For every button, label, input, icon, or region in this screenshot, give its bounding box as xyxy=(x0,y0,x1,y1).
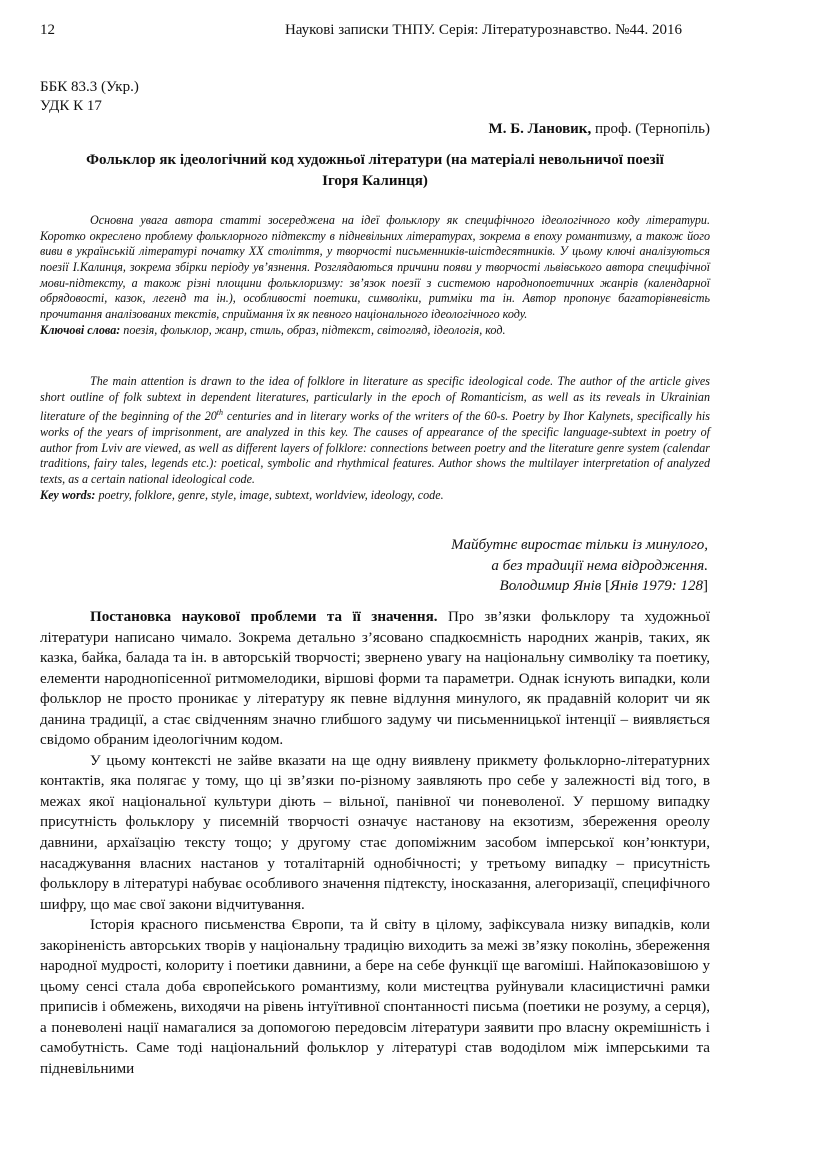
author-name: М. Б. Лановик, xyxy=(488,121,592,137)
epigraph xyxy=(451,535,708,597)
keywords-en-label: Key words: xyxy=(40,487,96,502)
epigraph-attribution xyxy=(451,576,708,597)
article-body xyxy=(40,607,710,1080)
keywords-uk-label: Ключові слова: xyxy=(40,322,121,337)
abstract-english xyxy=(40,374,710,503)
running-header xyxy=(40,19,710,41)
reference-bracket-close: ] xyxy=(703,578,708,594)
reference-bracket-open: [ xyxy=(605,578,611,594)
abstract-en-text xyxy=(40,374,710,488)
page-number: 12 xyxy=(40,22,55,38)
bbk-code: ББК 83.3 (Укр.) xyxy=(40,79,139,95)
abstract-en-text-part2: centuries and in literary works of the writers of the 60-s. Poetry by Ihor Kalynets, specifically his works of the years of imprisonment, are analyzed in this key. The causes of appearance of the specific language-subtext in poetry of author from Lviv are viewed, as well as different layers of folklore: connections between poetry and the literature genre system (calendar traditions, fairy tales, legends etc.): poetical, symbolic and rhythmical features. Author shows the multilayer interpretation of analyzed texts, as a certain national ideological code. xyxy=(40,409,710,486)
title-line-2: Ігоря Калинця) xyxy=(322,173,428,189)
author-line xyxy=(489,119,710,139)
epigraph-reference: Янів 1979: 128 xyxy=(610,578,703,594)
keywords-uk xyxy=(40,323,710,339)
classification-codes xyxy=(40,78,139,116)
keywords-en xyxy=(40,488,710,504)
paragraph-1-text: Про зв’язки фольклору та художньої літератури написано чимало. Зокрема детально з’ясовано спадкоємність народних жанрів, таких, як казка, байка, балада та ін. в авторській творчості; звернено увагу на національну символіку та поетику, елементи народнопісенної ритмомелодики, віршові форми та параметри. Однак існують випадки, коли фольклор не просто проникає у літературу як певне відлуння минулого, як прадавній колорит чи як данина традиції, а стає свідченням значно глибшого задуму чи письменницької інтенції – виявляється свідомо обраним ідеологічним кодом. xyxy=(40,609,711,749)
epigraph-line-2: а без традиції нема відродження. xyxy=(491,557,708,574)
epigraph-line-1: Майбутнє виростає тільки із минулого, xyxy=(451,537,708,553)
superscript-th: th xyxy=(216,408,224,418)
body-paragraph-1 xyxy=(40,607,710,751)
abstract-uk-text: Основна увага автора статті зосереджена на ідеї фольклору як специфічного ідеологічного коду літератури. Коротко окреслено проблему фольклорного підтексту в підневільних літературах, зокрема в епоху романтизму, а також його виви в українській літературі початку ХХ століття, у творчості письменників-шістдесятників. У цьому ключі аналізуються поезії І.Калинця, зокрема збірки періоду ув’язнення. Розглядаються причини появи у творчості львівського автора специфічної мови-підтексту, а також різні площини фольклоризму: зв’язок поезії з системою народнопоетичних жанрів (календарної обрядовості, казок, легенд та ін.), особливості поетики, символіки, ритміки та ін. Автор пропонує багаторівневість прочитання аналізованих текстів, сприймання їх як певного національного ідеологічного коду. xyxy=(40,213,710,321)
journal-title: Наукові записки ТНПУ. Серія: Літературознавство. №44. 2016 xyxy=(284,22,682,38)
article-title xyxy=(40,150,710,192)
epigraph-author: Володимир Янів xyxy=(499,578,606,594)
keywords-en-list: poetry, folklore, genre, style, image, subtext, worldview, ideology, code. xyxy=(95,487,444,502)
body-paragraph-3: Історія красного письменства Європи, та й світу в цілому, зафіксувала низку випадків, коли закоріненість авторських творів у національну традицію виходить за межі зв’язку поколінь, збереження народної мудрості, колориту і поетики давнини, а бере на себе функції ще вагоміші. Найпоказовішою у цьому сенсі стала доба європейського романтизму, коли мистецтва руйнували класицистичні рамки приписів і обмежень, виходячи на рівень інтуїтивної спонтанності письма (поетики не розуму, а серця), а поневолені нації намагалися за допомогою передовсім літератури заявити про власну окремішність і самобутність. Саме тоді національний фольклор у літературі став вододілом між імперськими та підневільними xyxy=(40,917,710,1078)
section-heading: Постановка наукової проблеми та її значення. xyxy=(90,609,438,625)
udk-code: УДК К 17 xyxy=(40,98,102,114)
keywords-uk-list: поезія, фольклор, жанр, стиль, образ, підтекст, світогляд, ідеологія, код. xyxy=(120,322,506,337)
author-affiliation: проф. (Тернопіль) xyxy=(591,121,710,137)
abstract-en-text-part1: The main attention is drawn to the idea of folklore in literature as specific ideological code. The author of the article gives short outline of folk subtext in dependent literatures, particularly in the epoch of Romanticism, as well as its reveals in Ukrainian literature of the beginning of the 20 xyxy=(40,374,710,424)
title-line-1: Фольклор як ідеологічний код художньої літератури (на матеріалі невольничої поезії xyxy=(86,152,664,168)
abstract-ukrainian xyxy=(40,213,710,338)
body-paragraph-2: У цьому контексті не зайве вказати на ще одну виявлену прикмету фольклорно-літературних контактів, яка полягає у тому, що ці зв’язки по-різному заявляють про себе у залежності від того, в межах якої національної культури діють – вільної, панівної чи поневоленої. У першому випадку присутність фольклору у писемній творчості означує настанову на екзотизм, збереження ореолу давнини, архаїзацію тексту тощо; у другому стає допоміжним засобом імперської кон’юнктури, насаджування власних настанов у тоталітарній однобічності; у третьому випадку – присутність фольклору в літературі набуває особливого значення підтексту, іносказання, алегоризації, специфічного шифру, що має свої закони відчитування. xyxy=(40,752,710,913)
